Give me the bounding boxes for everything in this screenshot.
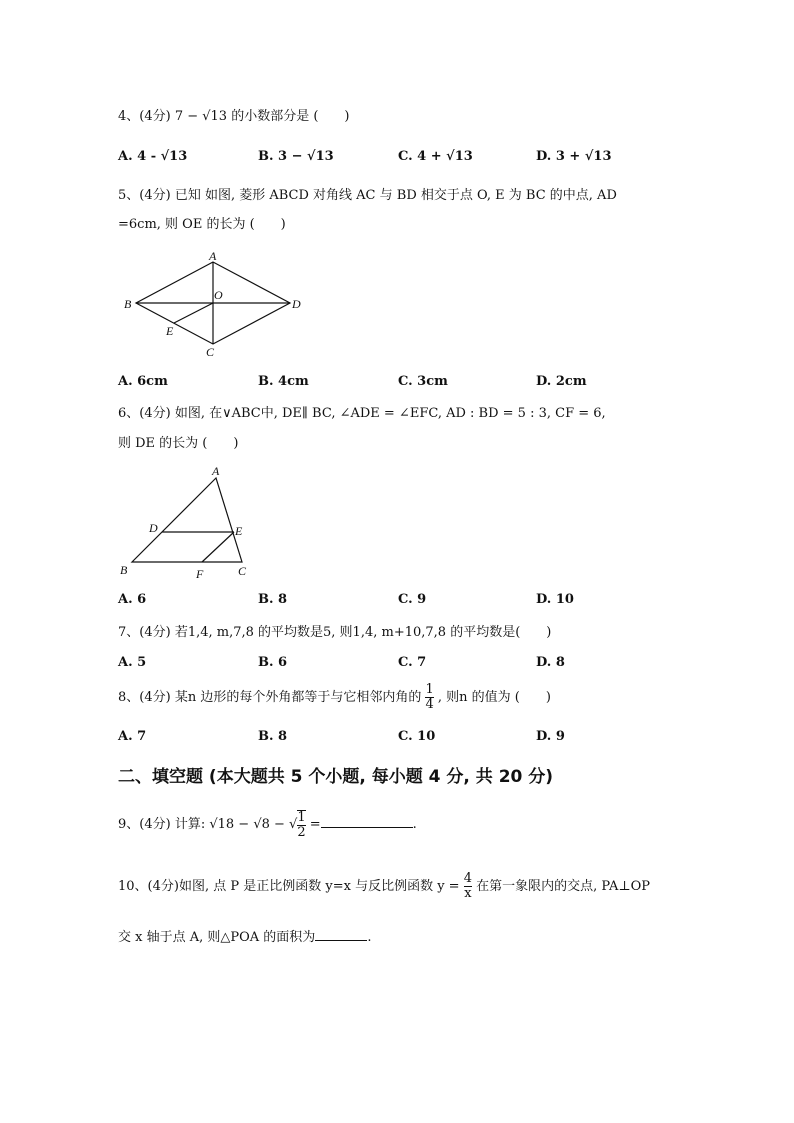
- q6-option-d[interactable]: D. 10: [536, 592, 574, 607]
- q7-stem: 7、(4分) 若1,4, m,7,8 的平均数是5, 则1,4, m+10,7,8 的平均数是( ): [118, 625, 552, 640]
- triangle-label-b: B: [120, 563, 128, 577]
- q7-option-c[interactable]: C. 7: [398, 655, 427, 670]
- triangle-label-c: C: [238, 564, 247, 578]
- q10-frac-num: 4: [463, 871, 472, 886]
- triangle-figure: [116, 462, 266, 584]
- q7-options: [118, 655, 678, 675]
- q5-option-d[interactable]: D. 2cm: [536, 374, 587, 389]
- q8-option-c[interactable]: C. 10: [398, 729, 436, 744]
- q10-line1-before: 10、(4分)如图, 点 P 是正比例函数 y=x 与反比例函数 y =: [118, 879, 460, 894]
- q10-stem-line1: [118, 870, 650, 904]
- triangle-label-a: A: [212, 464, 220, 478]
- q10-fraction: [464, 872, 472, 901]
- rhombus-label-a: A: [209, 249, 217, 263]
- q9-frac-den: 2: [297, 824, 306, 840]
- q4-option-d[interactable]: D. 3 + √13: [536, 149, 612, 164]
- q5-stem-line2: =6cm, 则 OE 的长为 ( ): [118, 217, 286, 232]
- q8-frac-num: 1: [425, 682, 434, 697]
- q5-option-b[interactable]: B. 4cm: [258, 374, 309, 389]
- q9-stem: [118, 808, 417, 842]
- q8-stem-after: , 则n 的值为 ( ): [437, 690, 551, 705]
- q10-line1-after: 在第一象限内的交点, PA⊥OP: [476, 879, 650, 894]
- q6-stem-line2: 则 DE 的长为 ( ): [118, 436, 239, 451]
- q7-option-a[interactable]: A. 5: [118, 655, 147, 670]
- rhombus-label-d: D: [292, 297, 301, 311]
- q6-option-b[interactable]: B. 8: [258, 592, 288, 607]
- q6-stem-line1: 6、(4分) 如图, 在∨ABC中, DE∥ BC, ∠ADE = ∠EFC, AD : BD = 5 : 3, CF = 6,: [118, 406, 606, 421]
- q8-option-b[interactable]: B. 8: [258, 729, 288, 744]
- triangle-label-d: D: [149, 521, 158, 535]
- q5-option-a[interactable]: A. 6cm: [118, 374, 168, 389]
- q9-answer-blank[interactable]: [321, 813, 413, 828]
- q10-end: .: [367, 930, 372, 945]
- q9-end: .: [412, 817, 417, 832]
- q8-stem-before: 8、(4分) 某n 边形的每个外角都等于与它相邻内角的: [118, 690, 422, 705]
- q9-frac-num: 1: [297, 809, 306, 825]
- section-title: 二、填空题 (本大题共 5 个小题, 每小题 4 分, 共 20 分): [118, 767, 554, 787]
- q8-frac-den: 4: [425, 697, 434, 712]
- q8-fraction: [425, 683, 433, 712]
- q4-options: [118, 149, 678, 169]
- q9-stem-after: =: [305, 817, 321, 832]
- rhombus-figure: [118, 248, 318, 360]
- q4-option-b[interactable]: B. 3 − √13: [258, 149, 334, 164]
- q7-option-d[interactable]: D. 8: [536, 655, 565, 670]
- q9-fraction: [297, 810, 305, 840]
- q10-stem-line2: [118, 926, 371, 947]
- q6-option-a[interactable]: A. 6: [118, 592, 147, 607]
- q10-frac-den: x: [464, 886, 472, 901]
- q8-option-d[interactable]: D. 9: [536, 729, 565, 744]
- q9-stem-before: 9、(4分) 计算: √18 − √8 − √: [118, 817, 298, 832]
- rhombus-label-c: C: [206, 345, 215, 359]
- q10-answer-blank[interactable]: [315, 926, 367, 941]
- q8-stem: [118, 682, 551, 714]
- q6-options: [118, 592, 678, 612]
- q4-option-c[interactable]: C. 4 + √13: [398, 149, 473, 164]
- rhombus-label-b: B: [124, 297, 132, 311]
- triangle-label-f: F: [196, 567, 204, 581]
- q10-line2-text: 交 x 轴于点 A, 则△POA 的面积为: [118, 930, 316, 945]
- q7-option-b[interactable]: B. 6: [258, 655, 288, 670]
- q4-option-a[interactable]: A. 4 - √13: [118, 149, 188, 164]
- q5-options: [118, 374, 678, 394]
- q5-option-c[interactable]: C. 3cm: [398, 374, 448, 389]
- rhombus-label-e: E: [166, 324, 174, 338]
- q4-stem: 4、(4分) 7 − √13 的小数部分是 ( ): [118, 109, 350, 124]
- rhombus-label-o: O: [214, 288, 223, 302]
- q8-options: [118, 729, 678, 749]
- triangle-label-e: E: [235, 524, 243, 538]
- q8-option-a[interactable]: A. 7: [118, 729, 147, 744]
- q5-stem-line1: 5、(4分) 已知 如图, 菱形 ABCD 对角线 AC 与 BD 相交于点 O, E 为 BC 的中点, AD: [118, 188, 617, 203]
- q6-option-c[interactable]: C. 9: [398, 592, 427, 607]
